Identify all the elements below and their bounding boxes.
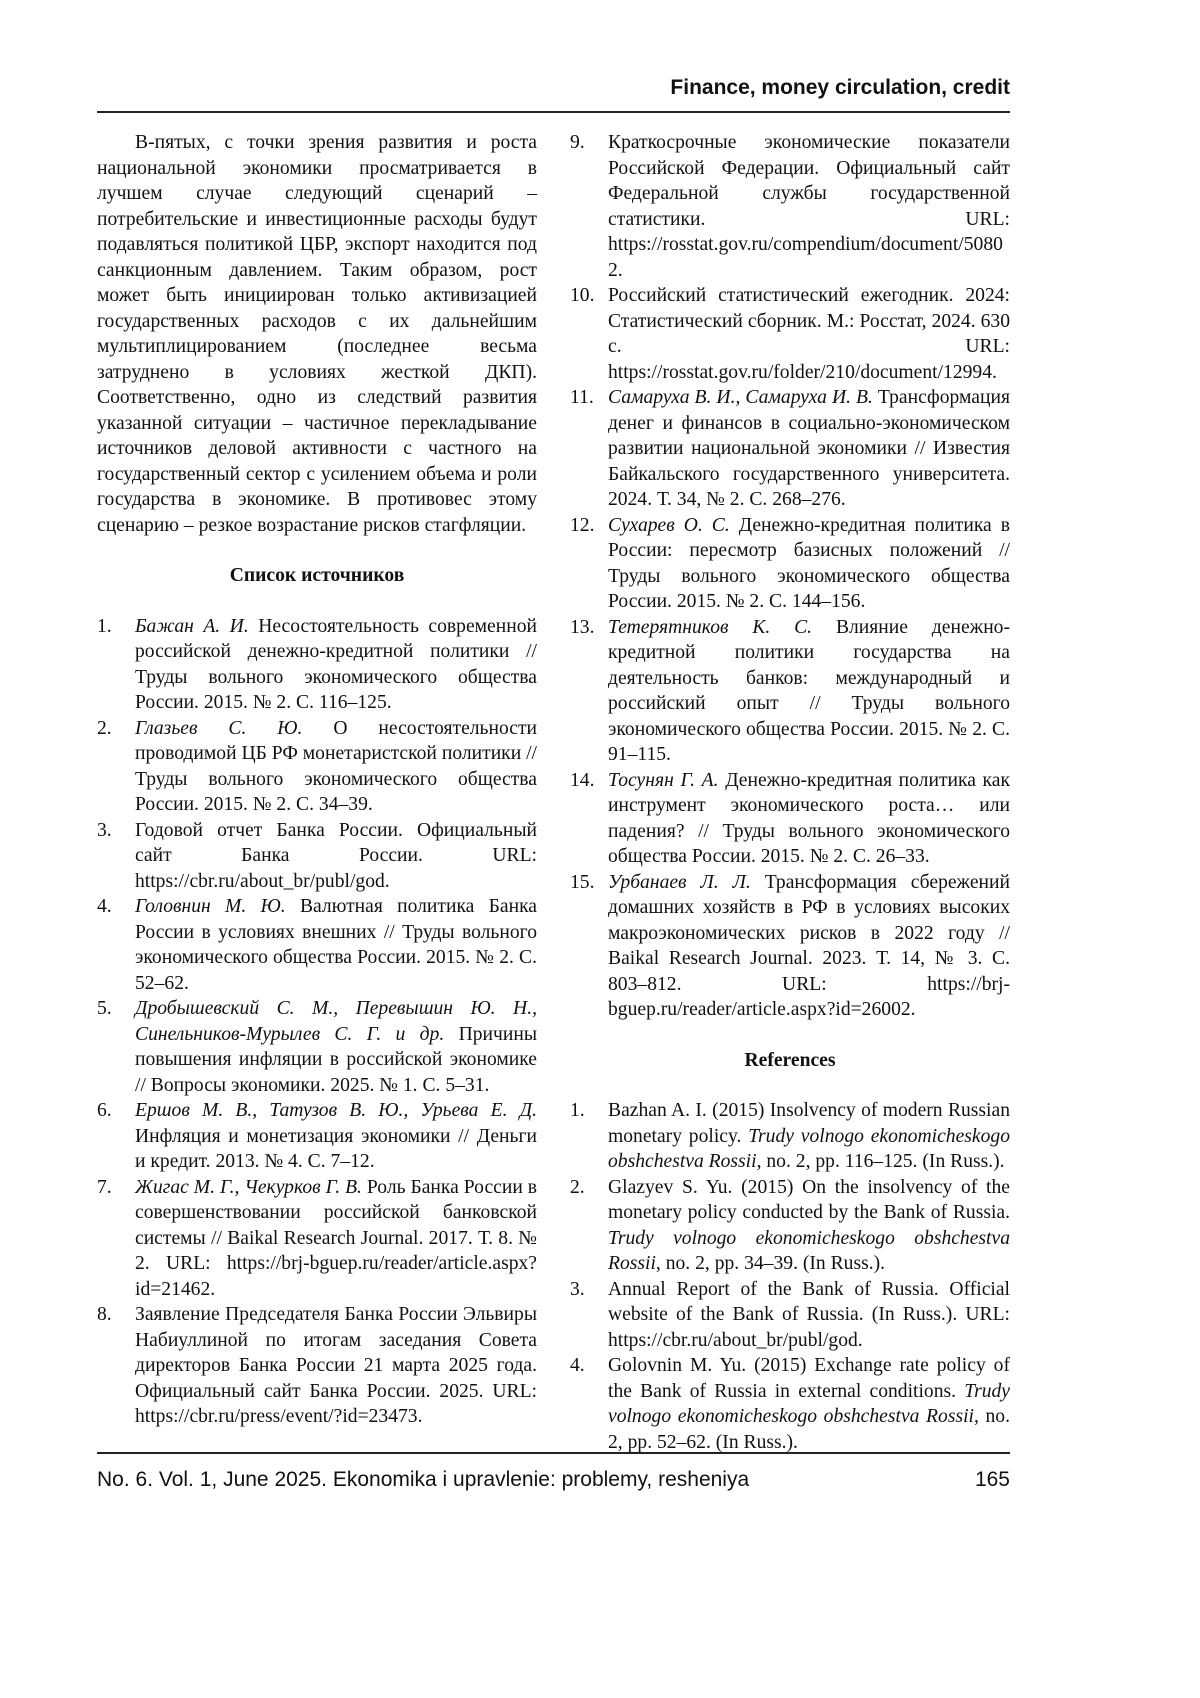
item-text <box>608 513 1010 615</box>
item-authors: Дробышевский С. М., Перевышин Ю. Н., Синельников-Мурылев С. Г. и др. <box>135 998 537 1045</box>
item-authors: Глазьев С. Ю. <box>135 718 302 739</box>
item-authors: Тетерятников К. С. <box>608 617 812 638</box>
item-body: Денежно-кредитная политика в России: пересмотр базисных положений // Труды вольного экономического общества России. 2015. № 2. С. 144–156. <box>608 515 1010 613</box>
page-number: 165 <box>975 1468 1010 1492</box>
body-paragraph: В-пятых, с точки зрения развития и роста национальной экономики просматривается в лучшем случае следующий сценарий – потребительские и инвестиционные расходы будут подавляться политикой ЦБР, экспорт находится под санкционным давлением. Таким образом, рост может быть инициирован только активизацией государственных расходов с их дальнейшим мультиплицированием (последнее весьма затруднено в условиях жесткой ДКП). Соответственно, одно из следствий развития указанной ситуации – частичное перекладывание источников деловой активности с частного на государственный сектор с усилением объема и роли государства в экономике. В противовес этому сценарию – резкое возрастание рисков стагфляции. <box>97 130 537 538</box>
item-body: Несостоятельность современной российской денежно-кредитной политики // Труды вольного экономического общества России. 2015. № 2. С. 116–125. <box>135 616 537 714</box>
left-column <box>97 130 537 1430</box>
item-number: 15. <box>570 870 608 1023</box>
item-number: 8. <box>97 1302 135 1430</box>
item-number: 4. <box>97 894 135 996</box>
source-item <box>570 385 1010 513</box>
item-tail: , no. 2, pp. 52–62. (In Russ.). <box>608 1406 1010 1453</box>
running-header: Finance, money circulation, credit <box>97 76 1010 100</box>
item-authors: Жигас М. Г., Чекурков Г. В. <box>135 1177 362 1198</box>
item-text <box>608 283 1010 385</box>
sources-list-right <box>570 130 1010 1023</box>
item-number: 10. <box>570 283 608 385</box>
item-text <box>608 1098 1010 1175</box>
item-authors: Урбанаев Л. Л. <box>608 872 751 893</box>
reference-item <box>570 1277 1010 1354</box>
item-text <box>608 385 1010 513</box>
sources-heading: Список источников <box>97 563 537 589</box>
item-number: 13. <box>570 615 608 768</box>
item-number: 1. <box>570 1098 608 1175</box>
item-number: 7. <box>97 1175 135 1303</box>
item-body: Инфляция и монетизация экономики // Деньги и кредит. 2013. № 4. С. 7–12. <box>135 1126 537 1173</box>
item-authors: Самаруха В. И., Самаруха И. В. <box>608 387 873 408</box>
references-heading: References <box>570 1048 1010 1074</box>
item-text <box>608 615 1010 768</box>
item-body: Golovnin M. Yu. (2015) Exchange rate policy of the Bank of Russia in external conditions. <box>608 1355 1010 1402</box>
source-item <box>570 130 1010 283</box>
item-authors: Ершов М. В., Татузов В. Ю., Урьева Е. Д. <box>135 1100 537 1121</box>
right-column <box>570 130 1010 1455</box>
item-text <box>135 996 537 1098</box>
sources-list-left <box>97 614 537 1430</box>
item-body: Роль Банка России в совершенствовании российской банковской системы // Baikal Research Journal. 2017. Т. 8. № 2. URL: https://brj-bguep.ru/reader/article.aspx?id=21462. <box>135 1177 537 1300</box>
item-body: Влияние денежно-кредитной политики государства на деятельность банков: международный и российский опыт // Труды вольного экономического общества России. 2015. № 2. С. 91–115. <box>608 617 1010 766</box>
source-item <box>570 870 1010 1023</box>
item-text <box>608 130 1010 283</box>
source-item <box>97 716 537 818</box>
item-text <box>135 716 537 818</box>
item-body: Трансформация сбережений домашних хозяйств в РФ в условиях высоких макроэкономических рисков в 2022 году // Baikal Research Journal. 2023. Т. 14, № 3. С. 803–812. URL: https://brj-bguep.ru/reader/article.aspx?id=26002. <box>608 872 1010 1021</box>
item-number: 1. <box>97 614 135 716</box>
item-body: Российский статистический ежегодник. 2024: Статистический сборник. М.: Росстат, 2024. 630 с. URL: https://rosstat.gov.ru/folder/210/document/12994. <box>608 285 1010 383</box>
item-authors: Тосунян Г. А. <box>608 770 719 791</box>
item-body: Заявление Председателя Банка России Эльвиры Набиуллиной по итогам заседания Совета директоров Банка России 21 марта 2025 года. Официальный сайт Банка России. 2025. URL: https://cbr.ru/press/event/?id=23473. <box>135 1304 537 1427</box>
item-text <box>135 614 537 716</box>
source-item <box>97 1302 537 1430</box>
item-text <box>608 870 1010 1023</box>
item-text <box>135 1098 537 1175</box>
item-body: О несостоятельности проводимой ЦБ РФ монетаристской политики // Труды вольного экономического общества России. 2015. № 2. С. 34–39. <box>135 718 537 816</box>
item-number: 2. <box>570 1175 608 1277</box>
source-item <box>570 283 1010 385</box>
item-body: Annual Report of the Bank of Russia. Official website of the Bank of Russia. (In Russ.). URL: https://cbr.ru/about_br/publ/god. <box>608 1279 1010 1351</box>
item-body: Валютная политика Банка России в условиях внешних // Труды вольного экономического общества России. 2015. № 2. С. 52–62. <box>135 896 537 994</box>
item-journal: Trudy volnogo ekonomicheskogo obshchestva Rossii <box>608 1126 1010 1173</box>
item-number: 9. <box>570 130 608 283</box>
source-item <box>97 894 537 996</box>
item-text <box>135 1302 537 1430</box>
reference-item <box>570 1353 1010 1455</box>
item-text <box>135 1175 537 1303</box>
item-journal: Trudy volnogo ekonomicheskogo obshchestva Rossii <box>608 1228 1010 1275</box>
item-number: 4. <box>570 1353 608 1455</box>
item-text <box>608 1175 1010 1277</box>
source-item <box>97 996 537 1098</box>
source-item <box>570 768 1010 870</box>
item-number: 5. <box>97 996 135 1098</box>
item-authors: Сухарев О. С. <box>608 515 730 536</box>
source-item <box>570 615 1010 768</box>
source-item <box>97 614 537 716</box>
item-text <box>608 768 1010 870</box>
reference-item <box>570 1098 1010 1175</box>
source-item <box>97 818 537 895</box>
item-text <box>135 818 537 895</box>
item-number: 3. <box>97 818 135 895</box>
item-body: Glazyev S. Yu. (2015) On the insolvency of the monetary policy conducted by the Bank of Russia. <box>608 1177 1010 1224</box>
source-item <box>570 513 1010 615</box>
item-body: Годовой отчет Банка России. Официальный сайт Банка России. URL: https://cbr.ru/about_br/publ/god. <box>135 820 537 892</box>
item-text <box>608 1277 1010 1354</box>
item-authors: Бажан А. И. <box>135 616 249 637</box>
source-item <box>97 1098 537 1175</box>
item-number: 14. <box>570 768 608 870</box>
footer-journal: No. 6. Vol. 1, June 2025. Ekonomika i upravlenie: problemy, resheniya <box>97 1468 749 1492</box>
item-number: 6. <box>97 1098 135 1175</box>
item-text <box>608 1353 1010 1455</box>
item-authors: Головнин М. Ю. <box>135 896 286 917</box>
item-tail: , no. 2, pp. 116–125. (In Russ.). <box>757 1151 1005 1172</box>
footer <box>97 1468 1010 1492</box>
item-body: Трансформация денег и финансов в социально-экономическом развитии национальной экономики // Известия Байкальского государственного университета. 2024. Т. 34, № 2. С. 268–276. <box>608 387 1010 510</box>
item-body: Краткосрочные экономические показатели Российской Федерации. Официальный сайт Федеральной службы государственной статистики. URL: https://rosstat.gov.ru/compendium/document/50802. <box>608 132 1010 281</box>
references-list <box>570 1098 1010 1455</box>
item-number: 11. <box>570 385 608 513</box>
item-number: 12. <box>570 513 608 615</box>
item-number: 2. <box>97 716 135 818</box>
item-journal: Trudy volnogo ekonomicheskogo obshchestva Rossii <box>608 1381 1010 1428</box>
header-rule <box>97 111 1010 113</box>
source-item <box>97 1175 537 1303</box>
item-tail: , no. 2, pp. 34–39. (In Russ.). <box>656 1253 885 1274</box>
item-body: Денежно-кредитная политика как инструмент экономического роста… или падения? // Труды вольного экономического общества России. 2015. № 2. С. 26–33. <box>608 770 1010 868</box>
item-number: 3. <box>570 1277 608 1354</box>
footer-rule <box>97 1452 1010 1454</box>
reference-item <box>570 1175 1010 1277</box>
item-body: Bazhan A. I. (2015) Insolvency of modern Russian monetary policy. <box>608 1100 1010 1147</box>
item-body: Причины повышения инфляции в российской экономике // Вопросы экономики. 2025. № 1. С. 5–31. <box>135 1024 537 1096</box>
item-text <box>135 894 537 996</box>
